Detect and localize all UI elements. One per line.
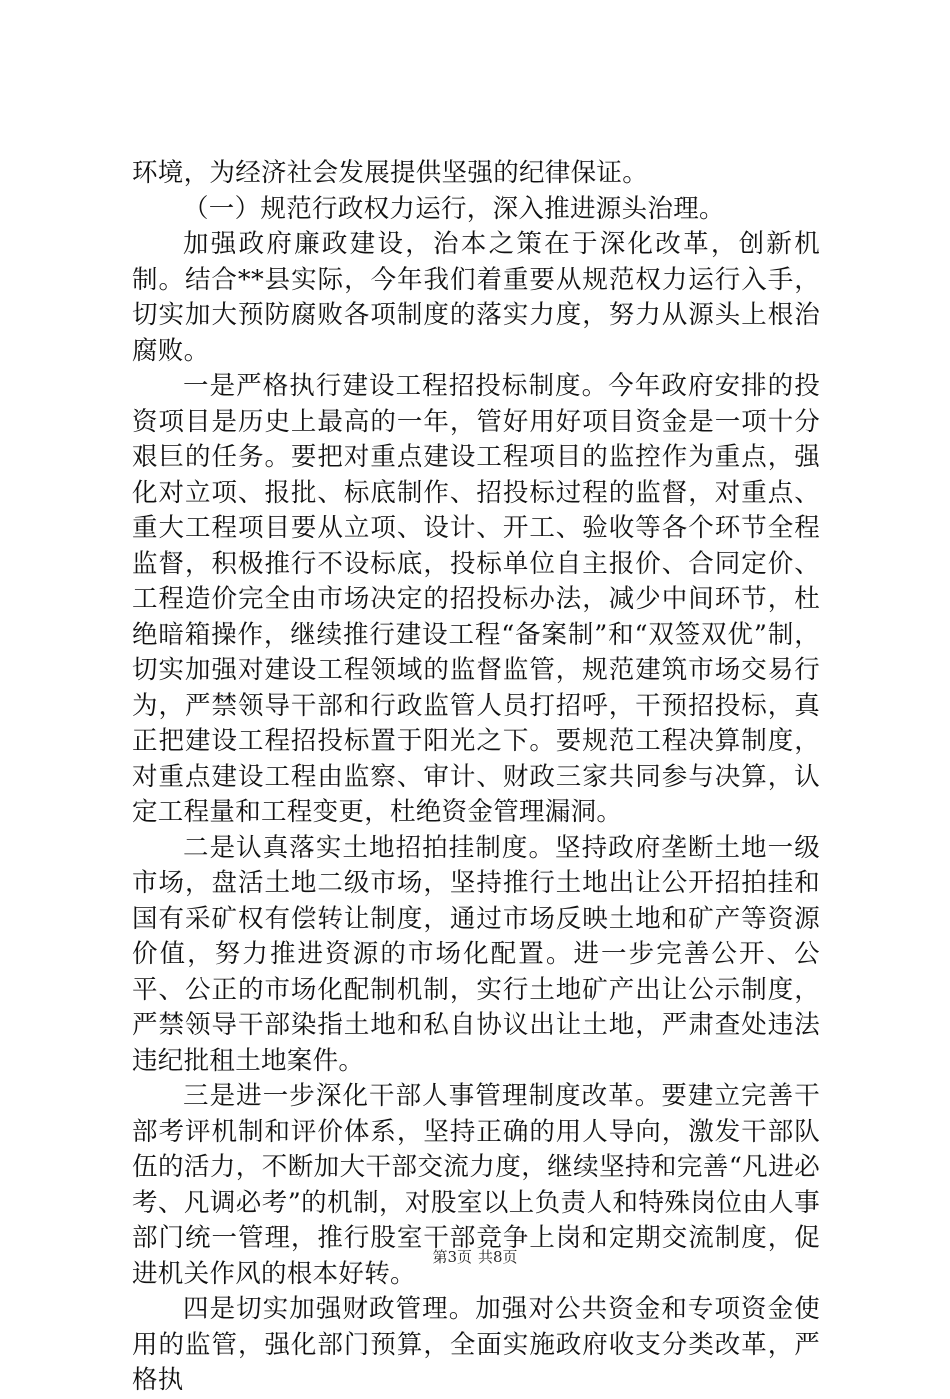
paragraph-continuation: 环境，为经济社会发展提供坚强的纪律保证。 bbox=[132, 158, 649, 188]
page-number: 第3页 bbox=[432, 1248, 472, 1266]
page-footer bbox=[0, 1247, 950, 1267]
page-total: 共8页 bbox=[478, 1248, 518, 1266]
paragraph-item-1: 一是严格执行建设工程招投标制度。今年政府安排的投资项目是历史上最高的一年，管好用好项目资金是一项十分艰巨的任务。要把对重点建设工程项目的监控作为重点，强化对立项、报批、标底制作、招投标过程的监督，对重点、重大工程项目要从立项、设计、开工、验收等各个环节全程监督，积极推行不设标底，投标单位自主报价、合同定价、工程造价完全由市场决定的招投标办法，减少中间环节，杜绝暗箱操作，继续推行建设工程“备案制”和“双签双优”制，切实加强对建设工程领域的监督监管，规范建筑市场交易行为，严禁领导干部和行政监管人员打招呼，干预招投标，真正把建设工程招投标置于阳光之下。要规范工程决算制度，对重点建设工程由监察、审计、财政三家共同参与决算，认定工程量和工程变更，杜绝资金管理漏洞。 bbox=[132, 371, 820, 827]
paragraph-item-3: 三是进一步深化干部人事管理制度改革。要建立完善干部考评机制和评价体系，坚持正确的用人导向，激发干部队伍的活力，不断加大干部交流力度，继续坚持和完善“凡进必考、凡调必考”的机制，对股室以上负责人和特殊岗位由人事部门统一管理，推行股室干部竞争上岗和定期交流制度，促进机关作风的根本好转。 bbox=[132, 1081, 820, 1289]
paragraph-item-2: 二是认真落实土地招拍挂制度。坚持政府垄断土地一级市场，盘活土地二级市场，坚持推行土地出让公开招拍挂和国有采矿权有偿转让制度，通过市场反映土地和矿产等资源价值，努力推进资源的市场化配置。进一步完善公开、公平、公正的市场化配制机制，实行土地矿产出让公示制度，严禁领导干部染指土地和私自协议出让土地，严肃查处违法违纪批租土地案件。 bbox=[132, 832, 820, 1076]
paragraph-item-4: 四是切实加强财政管理。加强对公共资金和专项资金使用的监管，强化部门预算，全面实施政府收支分类改革，严格执 bbox=[132, 1294, 820, 1395]
paragraph-intro: 加强政府廉政建设，治本之策在于深化改革，创新机制。结合**县实际，今年我们着重要从规范权力运行入手，切实加大预防腐败各项制度的落实力度，努力从源头上根治腐败。 bbox=[132, 229, 820, 366]
document-body bbox=[132, 156, 820, 1399]
section-heading: （一）规范行政权力运行，深入推进源头治理。 bbox=[183, 193, 725, 224]
